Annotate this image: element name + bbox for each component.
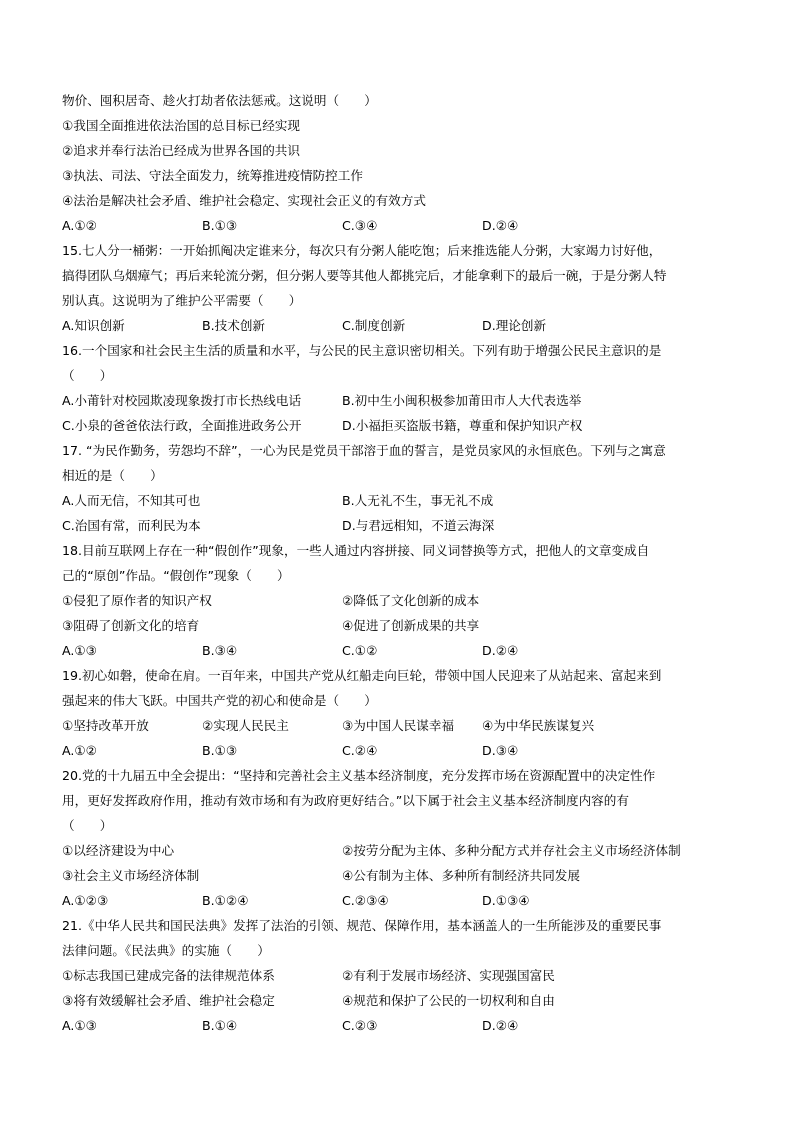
question-stem: 19.初心如磐，使命在肩。一百年来，中国共产党从红船走向巨轮，带领中国人民迎来了从站起来、富起来到 xyxy=(62,668,662,683)
statement: ①侵犯了原作者的知识产权 xyxy=(62,593,212,608)
question-stem: 17. “为民作勤务，劳怨均不辞”，一心为民是党员干部溶于血的誓言，是党员家风的永恒底色。下列与之寓意 xyxy=(62,443,666,458)
question-stem: 搞得团队乌烟瘴气；再后来轮流分粥，但分粥人要等其他人都挑完后，才能拿剩下的最后一碗，于是分粥人特 xyxy=(62,268,667,283)
question-15 xyxy=(62,238,734,338)
statement: ③社会主义市场经济体制 xyxy=(62,868,200,883)
statements-row xyxy=(62,838,734,863)
option-c: C.③④ xyxy=(342,218,378,233)
question-stem: 别认真。这说明为了维护公平需要（ ） xyxy=(62,293,302,308)
question-stem: 法律问题。《民法典》的实施（ ） xyxy=(62,943,270,958)
statements-row xyxy=(62,963,734,988)
question-20 xyxy=(62,763,734,913)
question-stem: 20.党的十九届五中全会提出：“坚持和完善社会主义基本经济制度，充分发挥市场在资源配置中的决定性作 xyxy=(62,768,656,783)
options-row xyxy=(62,213,734,238)
option-d: D.②④ xyxy=(482,218,519,233)
statement: ③为中国人民谋幸福 xyxy=(342,718,455,733)
option-a: A.知识创新 xyxy=(62,318,125,333)
statements-row xyxy=(62,713,734,738)
option-a: A.①② xyxy=(62,218,97,233)
statement: ②降低了文化创新的成本 xyxy=(342,593,480,608)
option-c: C.②④ xyxy=(342,743,378,758)
statement: ②追求并奉行法治已经成为世界各国的共识 xyxy=(62,143,300,158)
options-row xyxy=(62,888,734,913)
question-stem: 18.目前互联网上存在一种“假创作”现象，一些人通过内容拼接、同义词替换等方式，把他人的文章变成自 xyxy=(62,543,650,558)
option-b: B.人无礼不生，事无礼不成 xyxy=(342,493,494,508)
statement: ①坚持改革开放 xyxy=(62,718,149,733)
option-d: D.③④ xyxy=(482,743,519,758)
option-b: B.①④ xyxy=(202,1018,238,1033)
option-d: D.小福拒买盗版书籍，尊重和保护知识产权 xyxy=(342,418,583,433)
option-d: D.②④ xyxy=(482,1018,519,1033)
option-c: C.制度创新 xyxy=(342,318,406,333)
question-stem: 强起来的伟大飞跃。中国共产党的初心和使命是（ ） xyxy=(62,693,377,708)
option-a: A.小莆针对校园欺凌现象拨打市长热线电话 xyxy=(62,393,302,408)
option-b: B.①③ xyxy=(202,218,238,233)
question-stem: 用，更好发挥政府作用，推动有效市场和有为政府更好结合。”以下属于社会主义基本经济制度内容的有 xyxy=(62,793,629,808)
statement: ①我国全面推进依法治国的总目标已经实现 xyxy=(62,118,300,133)
statement: ④法治是解决社会矛盾、维护社会稳定、实现社会正义的有效方式 xyxy=(62,193,426,208)
statement: ①标志我国已建成完备的法律规范体系 xyxy=(62,968,275,983)
question-stem: 己的“原创”作品。“假创作”现象（ ） xyxy=(62,568,290,583)
statements-row xyxy=(62,863,734,888)
statement: ④为中华民族谋复兴 xyxy=(482,718,595,733)
statement: ③将有效缓解社会矛盾、维护社会稳定 xyxy=(62,993,275,1008)
question-19 xyxy=(62,663,734,763)
option-b: B.技术创新 xyxy=(202,318,266,333)
options-row xyxy=(62,513,734,538)
option-a: A.①③ xyxy=(62,643,97,658)
option-a: A.①② xyxy=(62,743,97,758)
statement: ②有利于发展市场经济、实现强国富民 xyxy=(342,968,555,983)
option-c: C.治国有常，而利民为本 xyxy=(62,518,201,533)
question-stem: 15.七人分一桶粥：一开始抓阄决定谁来分，每次只有分粥人能吃饱；后来推选能人分粥，大家竭力讨好他， xyxy=(62,243,662,258)
options-row xyxy=(62,313,734,338)
statement: ①以经济建设为中心 xyxy=(62,843,175,858)
option-d: D.②④ xyxy=(482,643,519,658)
statement: ④促进了创新成果的共享 xyxy=(342,618,480,633)
option-a: A.人而无信，不知其可也 xyxy=(62,493,201,508)
option-b: B.初中生小闽积极参加莆田市人大代表选举 xyxy=(342,393,582,408)
question-18 xyxy=(62,538,734,663)
option-b: B.③④ xyxy=(202,643,238,658)
question-stem: （ ） xyxy=(62,368,113,383)
options-row xyxy=(62,413,734,438)
exam-page xyxy=(62,88,734,1038)
option-c: C.②③④ xyxy=(342,893,389,908)
option-d: D.①③④ xyxy=(482,893,530,908)
statement: ④公有制为主体、多种所有制经济共同发展 xyxy=(342,868,580,883)
option-c: C.②③ xyxy=(342,1018,378,1033)
question-16 xyxy=(62,338,734,438)
option-c: C.小泉的爸爸依法行政，全面推进政务公开 xyxy=(62,418,302,433)
options-row xyxy=(62,388,734,413)
question-14 xyxy=(62,88,734,238)
statement: ③阻碍了创新文化的培育 xyxy=(62,618,200,633)
statements-row xyxy=(62,988,734,1013)
option-b: B.①③ xyxy=(202,743,238,758)
statement: ②实现人民民主 xyxy=(202,718,289,733)
options-row xyxy=(62,488,734,513)
question-stem: 相近的是（ ） xyxy=(62,468,163,483)
option-d: D.与君远相知，不道云海深 xyxy=(342,518,495,533)
question-stem: 21.《中华人民共和国民法典》发挥了法治的引领、规范、保障作用，基本涵盖人的一生所能涉及的重要民事 xyxy=(62,918,662,933)
option-d: D.理论创新 xyxy=(482,318,547,333)
question-21 xyxy=(62,913,734,1038)
option-b: B.①②④ xyxy=(202,893,249,908)
question-stem: （ ） xyxy=(62,818,113,833)
options-row xyxy=(62,638,734,663)
option-c: C.①② xyxy=(342,643,378,658)
statement: ③执法、司法、守法全面发力，统筹推进疫情防控工作 xyxy=(62,168,363,183)
question-17 xyxy=(62,438,734,538)
options-row xyxy=(62,738,734,763)
statements-row xyxy=(62,588,734,613)
options-row xyxy=(62,1013,734,1038)
option-a: A.①②③ xyxy=(62,893,109,908)
statements-row xyxy=(62,613,734,638)
statement: ②按劳分配为主体、多种分配方式并存社会主义市场经济体制 xyxy=(342,843,681,858)
question-stem: 物价、囤积居奇、趁火打劫者依法惩戒。这说明（ ） xyxy=(62,93,377,108)
question-stem: 16.一个国家和社会民主生活的质量和水平，与公民的民主意识密切相关。下列有助于增强公民民主意识的是 xyxy=(62,343,662,358)
statement: ④规范和保护了公民的一切权利和自由 xyxy=(342,993,555,1008)
option-a: A.①③ xyxy=(62,1018,97,1033)
